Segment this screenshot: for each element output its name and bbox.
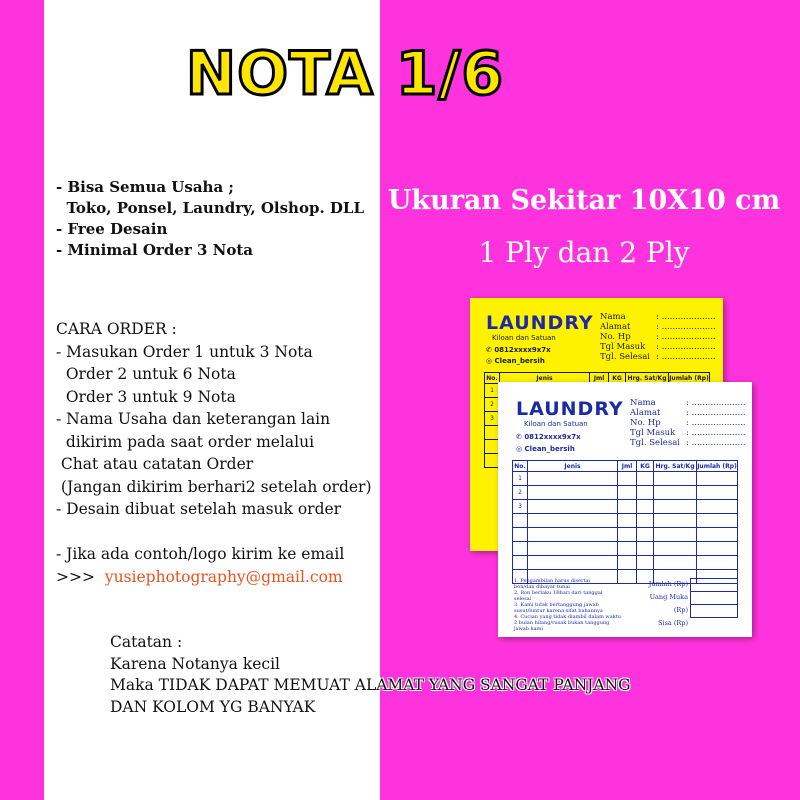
order-line: Chat atau catatan Order — [56, 455, 254, 473]
order-line: CARA ORDER : — [56, 320, 177, 338]
total-box — [690, 578, 738, 592]
whatsapp-icon: ✆ — [516, 433, 525, 441]
nota-totals: Jumlah (Rp) Uang Muka (Rp) Sisa (Rp) — [648, 580, 688, 627]
order-line — [56, 521, 372, 544]
size-text: Ukuran Sekitar 10X10 cm — [387, 185, 781, 216]
nota-tagline: Kiloan dan Satuan — [492, 334, 556, 342]
nota-instagram: ◎ Clean_bersih — [516, 445, 575, 453]
whatsapp-icon: ✆ — [486, 346, 495, 354]
instagram-icon: ◎ — [516, 445, 525, 453]
email-address[interactable]: yusiephotography@gmail.com — [104, 568, 343, 586]
order-line: (Jangan dikirim berhari2 setelah order) — [56, 477, 372, 496]
note-line: DAN KOLOM YG BANYAK — [110, 697, 316, 716]
order-line: - Masukan Order 1 untuk 3 Nota — [56, 342, 313, 361]
notes — [110, 632, 631, 718]
page-title: NOTA 1/6 — [185, 39, 505, 109]
feature-list — [56, 177, 364, 261]
nota-terms: 1. Pengambilan harus disertai bon/dan dibayar tunai 2. Bon berlaku 1Bhari dari tanggal selesai 3. Kami tidak bertanggung jawab susut/luntur karena sifat bahannya 4. Cucian yang tidak diambil dalam waktu 2 bulan hilang/rusak bukan tanggung jawab kami — [514, 578, 621, 632]
feature-line: - Bisa Semua Usaha ; — [56, 178, 234, 196]
nota-sample-white — [498, 382, 752, 637]
nota-phone: ✆ 0812xxxx9x7x — [516, 433, 581, 441]
note-line: Catatan : — [110, 633, 183, 651]
nota-phone: ✆ 0812xxxx9x7x — [486, 346, 551, 354]
nota-instagram: ◎ Clean_bersih — [486, 357, 545, 365]
feature-line: Toko, Ponsel, Laundry, Olshop. DLL — [56, 199, 364, 217]
order-line: - Jika ada contoh/logo kirim ke email — [56, 545, 345, 563]
email-line — [56, 568, 343, 586]
order-line: - Nama Usaha dan keterangan lain — [56, 410, 331, 428]
down-payment-box — [690, 591, 738, 605]
order-instructions — [56, 318, 372, 566]
note-line: Karena Notanya kecil — [110, 654, 280, 673]
order-line: Order 3 untuk 9 Nota — [56, 387, 236, 406]
order-line: - Desain dibuat setelah masuk order — [56, 500, 342, 518]
nota-brand: LAUNDRY — [486, 312, 594, 334]
order-line: Order 2 untuk 6 Nota — [56, 365, 236, 383]
left-magenta-strip — [0, 0, 44, 800]
nota-tagline: Kiloan dan Satuan — [524, 420, 588, 428]
note-line: Maka TIDAK DAPAT MEMUAT ALAMAT YANG SANGAT PANJANG — [110, 676, 631, 694]
nota-table: No. Jenis Jml KG Hrg. Sat/Kg Jumlah (Rp) 1 2 3 — [512, 460, 738, 584]
feature-line: - Free Desain — [56, 220, 168, 238]
nota-table: No. Jenis Jml KG Hrg. Sat/Kg Jumlah (Rp) 1 2 3 — [484, 372, 710, 468]
ply-text: 1 Ply dan 2 Ply — [478, 236, 690, 269]
feature-line: - Minimal Order 3 Nota — [56, 241, 254, 259]
nota-fields: Nama : .................... Alamat : .................... No. Hp : .................... Tgl Masuk : .................... Tgl. Selesai : .................... — [600, 312, 716, 362]
nota-brand: LAUNDRY — [516, 398, 624, 420]
nota-fields: Nama : .................... Alamat : .................... No. Hp : .................... Tgl Masuk : .................... Tgl. Selesai : .................... — [630, 398, 746, 448]
order-line: dikirim pada saat order melalui — [56, 432, 315, 451]
email-prefix: >>> — [56, 568, 105, 586]
instagram-icon: ◎ — [486, 357, 495, 365]
balance-box — [690, 604, 738, 618]
